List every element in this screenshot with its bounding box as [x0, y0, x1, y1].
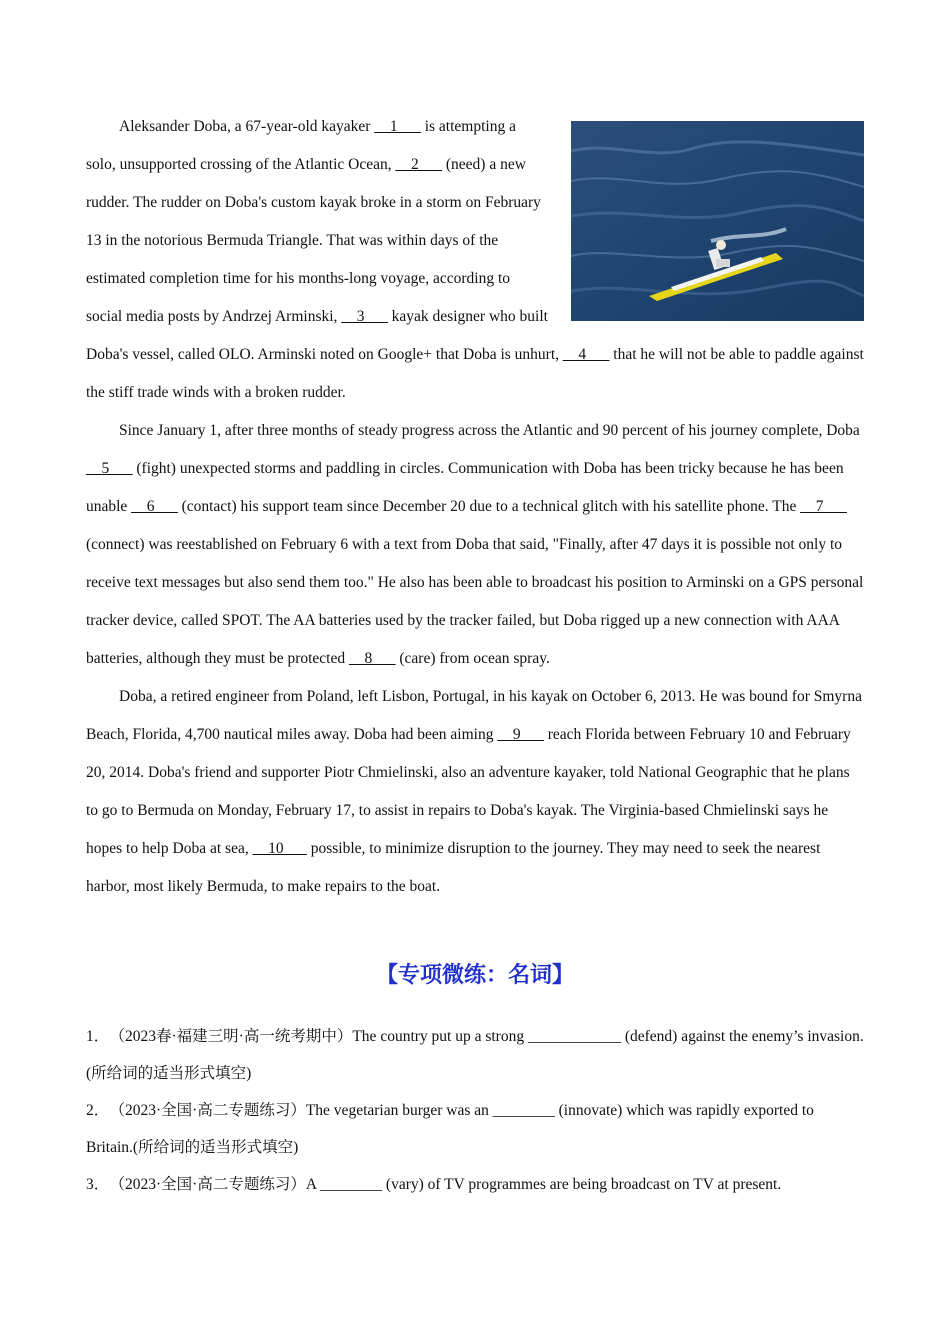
passage-text: (connect) was reestablished on February 6 with a text from Doba that said, "Finally, after 47 days it is possible not only to receive text messages but also send them too." He also has been able to broadcast his position to Arminski on a GPS personal tracker device, called SPOT. The AA batteries used by the tracker failed, but Doba rigged up a new connection with AAA batteries, although they must be protected — [86, 536, 864, 667]
answer-blank: __5___ — [86, 460, 133, 477]
answer-blank: __3___ — [341, 308, 388, 325]
passage-text: Doba, a retired engineer from Poland, left Lisbon, Portugal, in his kayak on October 6, 2013. He was bound for Smyrna Beach, Florida, 4,700 nautical miles away. Doba had been aiming — [86, 688, 862, 743]
question-number: 2． — [86, 1102, 110, 1119]
answer-blank: __6___ — [131, 498, 178, 515]
question-text: （2023·全国·高二专题练习）A ________ (vary) of TV programmes are being broadcast on TV at present. — [117, 1176, 782, 1193]
section-title: 【专项微练：名词】 — [375, 963, 574, 988]
passage-text: is attempting a solo, unsupported crossing of the Atlantic Ocean, — [86, 118, 516, 173]
passage-text: possible, to minimize disruption to the journey. They may need to seek the nearest harbor, most likely Bermuda, to make repairs to the boat. — [86, 840, 821, 895]
question-item — [86, 1092, 864, 1166]
question-item — [86, 1166, 864, 1203]
passage-text: reach Florida between February 10 and February 20, 2014. Doba's friend and supporter Piotr Chmielinski, also an adventure kayaker, told National Geographic that he plans to go to Bermuda on Monday, February 17, to assist in repairs to Doba's kayak. The Virginia-based Chmielinski says he hopes to help Doba at sea, — [86, 726, 851, 857]
answer-blank: __4___ — [562, 346, 610, 363]
question-list — [86, 1018, 864, 1203]
question-text: （2023·全国·高二专题练习）The vegetarian burger was an ________ (innovate) which was rapidly exported to Britain.(所给词的适当形式填空) — [86, 1102, 814, 1156]
passage-paragraph-2 — [86, 412, 864, 678]
question-item — [86, 1018, 864, 1092]
passage-text: Aleksander Doba, a 67-year-old kayaker — [119, 118, 375, 135]
question-text: （2023春·福建三明·高一统考期中）The country put up a strong ____________ (defend) against the enemy’s invasion. (所给词的适当形式填空) — [86, 1028, 864, 1082]
answer-blank: __1___ — [374, 118, 421, 135]
answer-blank: __9___ — [497, 726, 544, 743]
passage-text: (contact) his support team since December 20 due to a technical glitch with his satellite phone. The — [177, 498, 801, 515]
passage-text: Since January 1, after three months of steady progress across the Atlantic and 90 percent of his journey complete, Doba — [119, 422, 860, 439]
answer-blank: __10___ — [252, 840, 307, 857]
answer-blank: __2___ — [395, 156, 443, 173]
passage-text: kayak designer who built Doba's vessel, called OLO. Arminski noted on Google+ that Doba is unhurt, — [86, 308, 563, 363]
passage-text: that he will not be able to paddle against the stiff trade winds with a broken rudder. — [86, 346, 864, 401]
question-number: 1． — [86, 1028, 110, 1045]
passage-text: (need) a new rudder. The rudder on Doba's custom kayak broke in a storm on February 13 in the notorious Bermuda Triangle. That was within days of the estimated completion time for his months-long voyage, according to social media posts by Andrzej Arminski, — [86, 156, 541, 325]
question-number: 3． — [86, 1176, 110, 1193]
passage-text: (fight) unexpected storms and paddling in circles. Communication with Doba has been tricky because he has been unable — [86, 460, 844, 515]
answer-blank: __8___ — [349, 650, 396, 667]
passage-paragraph-3 — [86, 678, 864, 906]
passage-text: (care) from ocean spray. — [395, 650, 550, 667]
kayak-at-sea-photo — [571, 121, 864, 321]
answer-blank: __7___ — [800, 498, 847, 515]
document-page — [86, 108, 864, 1203]
